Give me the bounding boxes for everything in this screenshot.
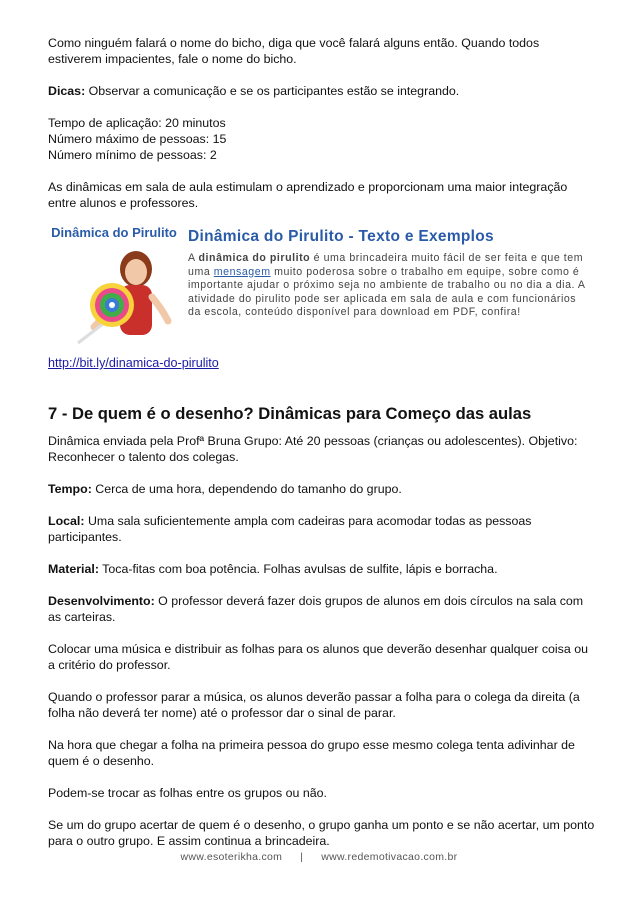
score-paragraph: Se um do grupo acertar de quem é o desenho, o grupo ganha um ponto e se não acertar, um ponto para o outro grupo. E assim continua a brincadeira.	[48, 818, 595, 848]
card-desc-part: é uma brincadeira muito fácil de ser feita e que tem uma	[188, 252, 584, 278]
development-text: O professor deverá fazer dois grupos de alunos em dois círculos na sala com as carteiras.	[48, 594, 584, 624]
time-line: Tempo de aplicação: 20 minutos	[48, 116, 226, 130]
tips-text: Observar a comunicação e se os participantes estão se integrando.	[85, 84, 460, 98]
short-url-link[interactable]: http://bit.ly/dinamica-do-pirulito	[48, 356, 219, 370]
guess-paragraph: Na hora que chegar a folha na primeira pessoa do grupo esse mesmo colega tenta adivinhar de quem é o desenho.	[48, 738, 575, 768]
swap-paragraph: Podem-se trocar as folhas entre os grupos ou não.	[48, 786, 327, 800]
card-desc-part: A	[188, 252, 199, 264]
card-title[interactable]: Dinâmica do Pirulito - Texto e Exemplos	[188, 228, 494, 245]
page-footer	[0, 851, 638, 863]
intro-block	[48, 35, 596, 211]
section-7	[48, 404, 596, 849]
card-keyword: dinâmica do pirulito	[198, 252, 311, 264]
card-description	[188, 252, 588, 320]
footer-site-1[interactable]: www.esoterikha.com	[180, 851, 283, 863]
thumbnail-title: Dinâmica do Pirulito	[51, 225, 177, 240]
material-label: Material:	[48, 562, 99, 576]
material-paragraph	[48, 561, 596, 577]
time-label: Tempo:	[48, 482, 92, 496]
time-paragraph	[48, 481, 596, 497]
local-paragraph	[48, 513, 596, 545]
stop-paragraph: Quando o professor parar a música, os alunos deverão passar a folha para o colega da direita (a folha não deverá ter nome) até o professor dar o sinal de parar.	[48, 690, 580, 720]
development-paragraph	[48, 593, 596, 625]
link-preview-card[interactable]	[48, 217, 596, 347]
card-desc-part: muito poderosa sobre o trabalho em equipe, sobre como é importante ajudar o próximo seja no ambiente de trabalho ou no dia a dia. A atividade do pirulito pode ser aplicada em sala de aula e com funcionários da escola, conteúdo disponível para download em PDF, confira!	[188, 265, 585, 319]
lollipop-thumbnail	[50, 217, 178, 347]
closing-paragraph: As dinâmicas em sala de aula estimulam o aprendizado e proporcionam uma maior integração entre alunos e professores.	[48, 180, 568, 210]
intro-paragraph: Como ninguém falará o nome do bicho, diga que você falará alguns então. Quando todos estiverem impacientes, fale o nome do bicho.	[48, 36, 540, 66]
time-text: Cerca de uma hora, dependendo do tamanho do grupo.	[91, 482, 402, 496]
tips-label: Dicas:	[48, 84, 86, 98]
section-intro: Dinâmica enviada pela Profª Bruna Grupo: Até 20 pessoas (crianças ou adolescentes). Objetivo: Reconhecer o talento dos colegas.	[48, 434, 578, 464]
tips-paragraph	[48, 83, 596, 99]
max-people-line: Número máximo de pessoas: 15	[48, 132, 227, 146]
card-text	[188, 227, 588, 320]
section-heading: 7 - De quem é o desenho? Dinâmicas para Começo das aulas	[48, 404, 532, 423]
min-people-line: Número mínimo de pessoas: 2	[48, 148, 217, 162]
material-text: Toca-fitas com boa potência. Folhas avulsas de sulfite, lápis e borracha.	[98, 562, 498, 576]
footer-separator: |	[300, 851, 304, 863]
local-text: Uma sala suficientemente ampla com cadeiras para acomodar todas as pessoas participantes.	[48, 514, 532, 544]
footer-site-2[interactable]: www.redemotivacao.com.br	[321, 851, 458, 863]
card-inline-link[interactable]: mensagem	[213, 265, 271, 278]
music-paragraph: Colocar uma música e distribuir as folhas para os alunos que deverão desenhar qualquer coisa ou a critério do professor.	[48, 642, 588, 672]
development-label: Desenvolvimento:	[48, 594, 155, 608]
local-label: Local:	[48, 514, 85, 528]
